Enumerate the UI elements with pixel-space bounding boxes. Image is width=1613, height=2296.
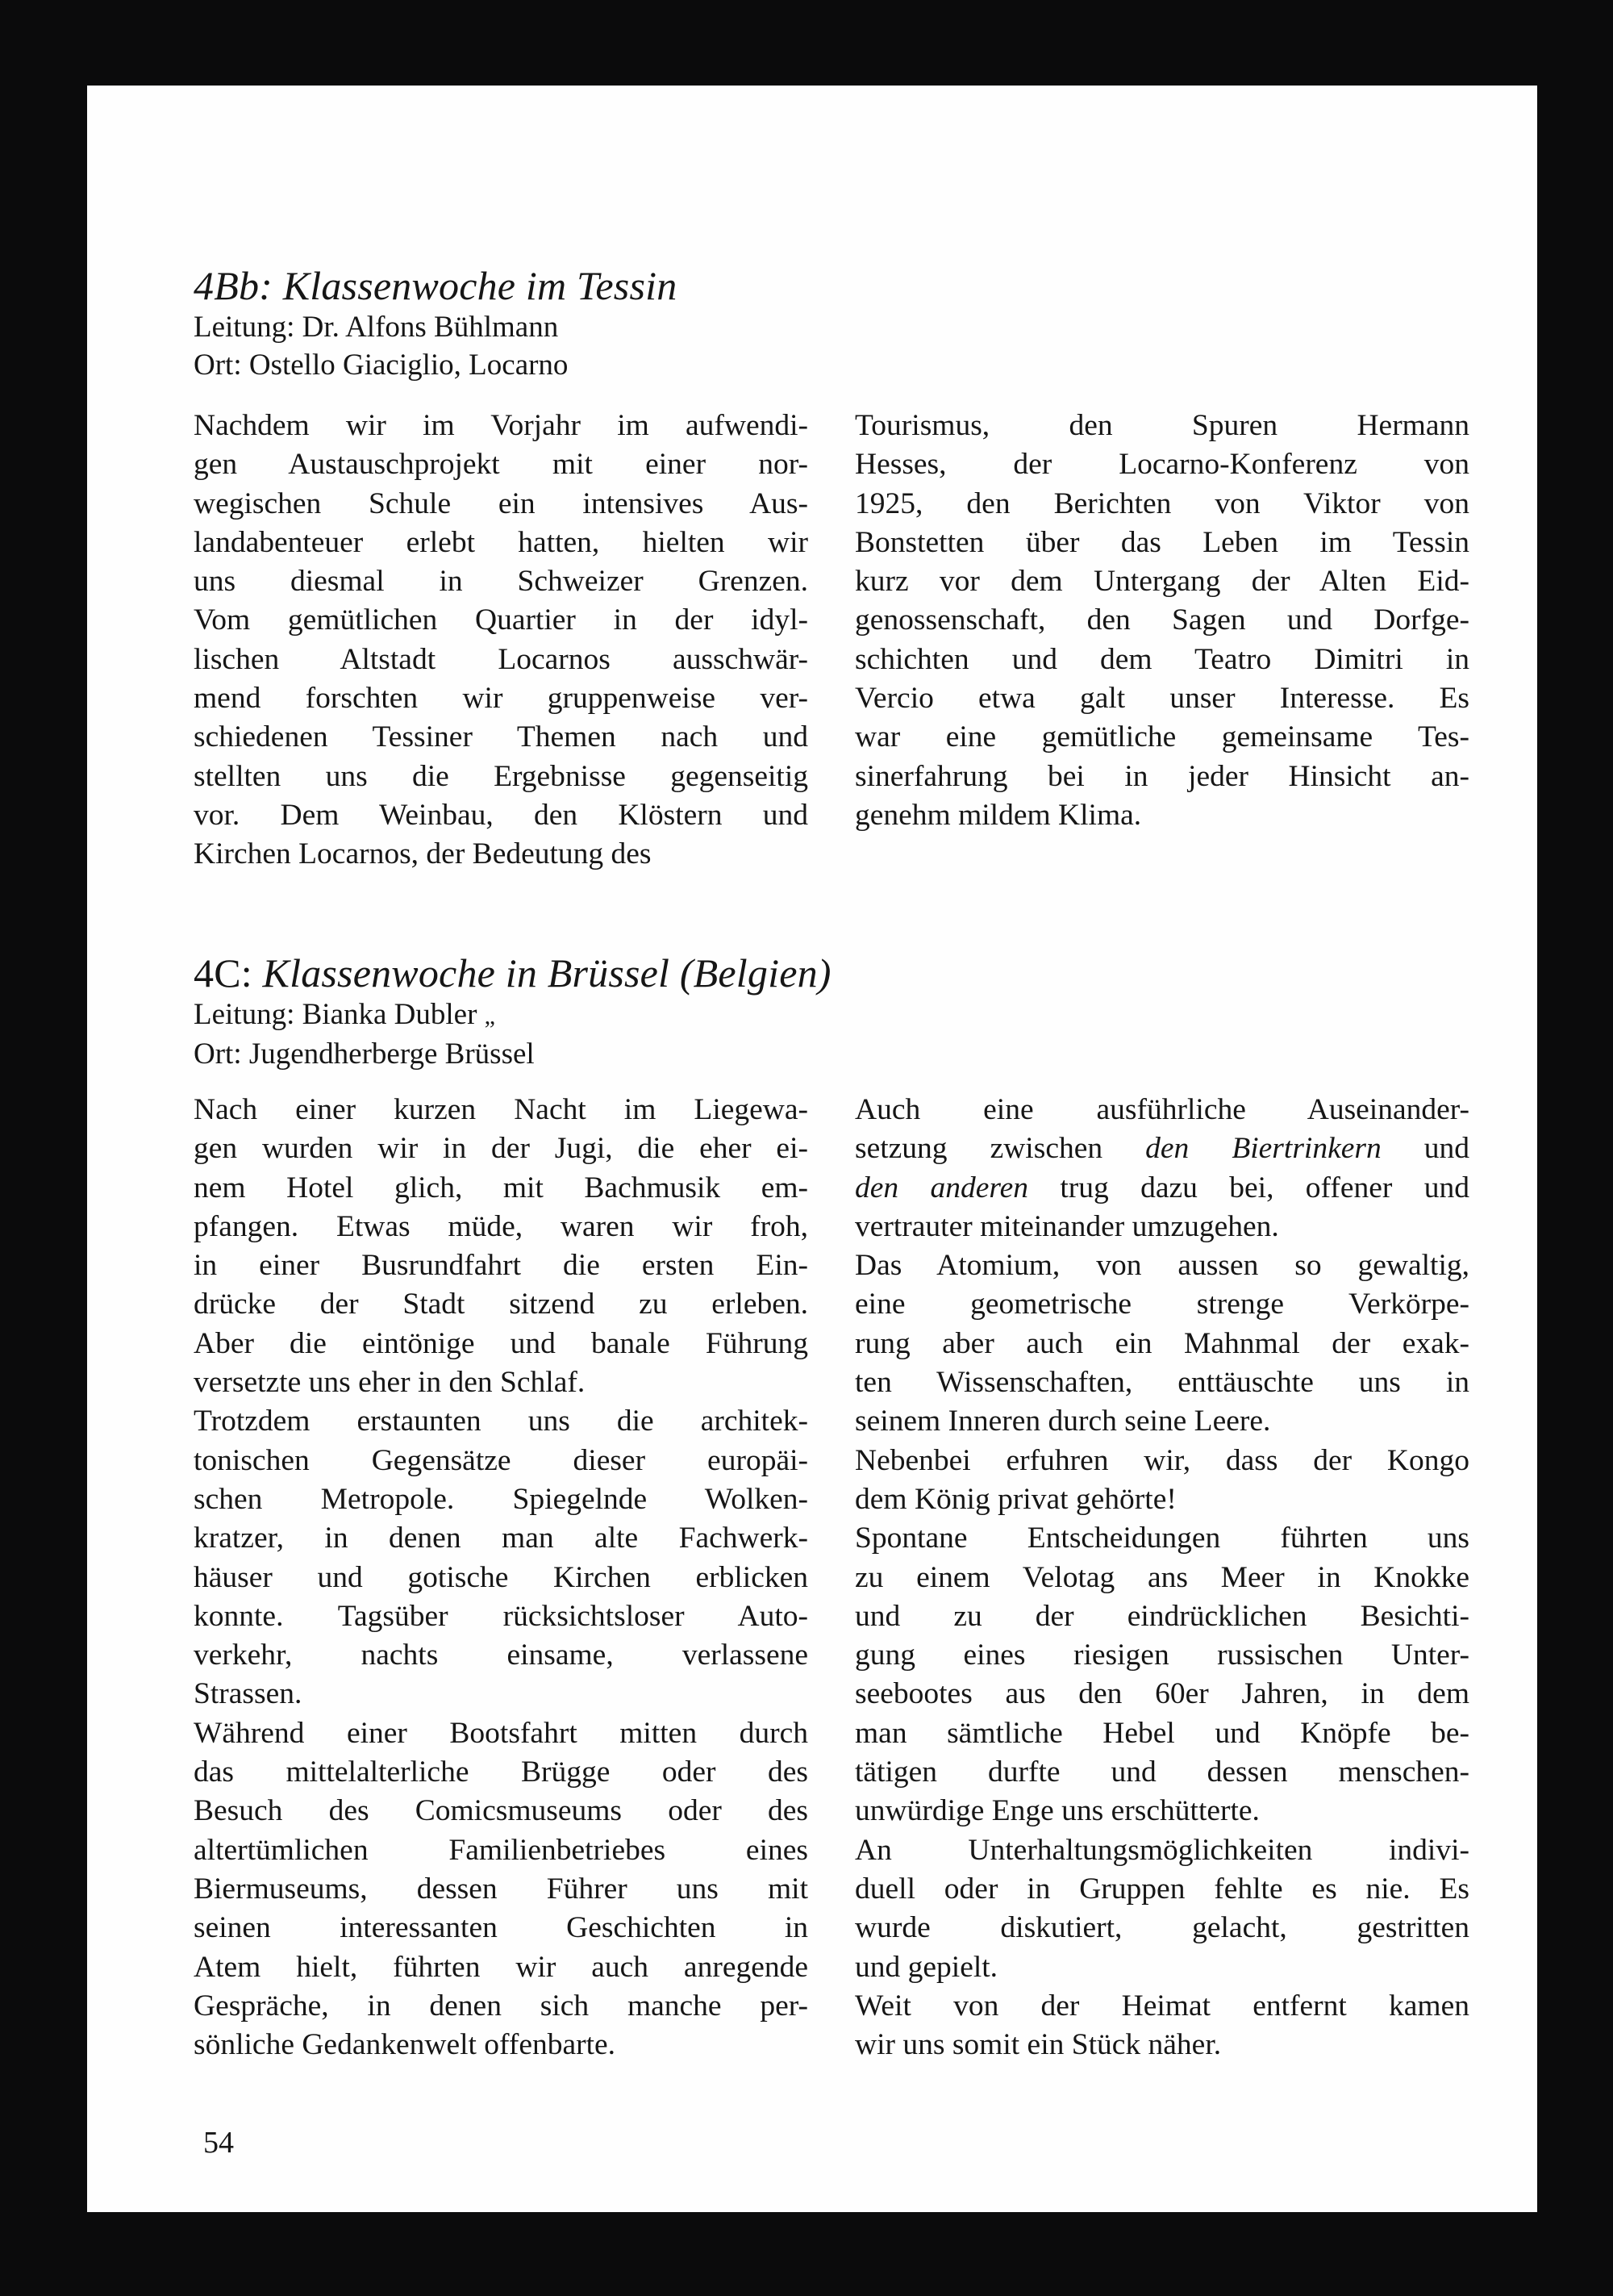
text-line: uns diesmal in Schweizer Grenzen. (194, 565, 808, 599)
text-line: Tourismus, den Spuren Hermann (855, 409, 1469, 442)
emphasis-text: den Biertrinkern (1145, 1132, 1382, 1166)
right-column (855, 1091, 1469, 2064)
text-line: landabenteuer erlebt hatten, hielten wir (194, 525, 808, 559)
text-line: Vercio etwa galt unser Interesse. Es (855, 682, 1469, 716)
text-line: den anderen trug dazu bei, offener und (855, 1171, 1469, 1204)
text-line: man sämtliche Hebel und Knöpfe be- (855, 1716, 1469, 1750)
text-line: Biermuseums, dessen Führer uns mit (194, 1872, 808, 1906)
text-line: Besuch des Comicsmuseums oder des (194, 1794, 808, 1828)
text-line: Strassen. (194, 1677, 302, 1711)
text-line: unwürdige Enge uns erschütterte. (855, 1794, 1260, 1828)
text-line: gung eines riesigen russischen Unter- (855, 1639, 1469, 1672)
document-page (87, 86, 1537, 2212)
text-line: nem Hotel glich, mit Bachmusik em- (194, 1171, 808, 1204)
text-line: gen Austauschprojekt mit einer nor- (194, 448, 808, 482)
text-line: seinen interessanten Geschichten in (194, 1911, 808, 1945)
text-line: Nebenbei erfuhren wir, dass der Kongo (855, 1443, 1469, 1477)
text-line: ten Wissenschaften, enttäuschte uns in (855, 1366, 1469, 1400)
text-line: wir uns somit ein Stück näher. (855, 2028, 1222, 2062)
text-line: dem König privat gehörte! (855, 1482, 1177, 1516)
text-line: Spontane Entscheidungen führten uns (855, 1522, 1469, 1555)
text-line: lischen Altstadt Locarnos ausschwär- (194, 642, 808, 676)
text-line: zu einem Velotag ans Meer in Knokke (855, 1560, 1469, 1594)
text-line: war eine gemütliche gemeinsame Tes- (855, 720, 1469, 754)
text-line: eine geometrische strenge Verkörpe- (855, 1288, 1469, 1321)
text-line: tätigen durfte und dessen menschen- (855, 1755, 1469, 1789)
section-title: Klassenwoche in Brüssel (Belgien) (262, 950, 832, 996)
text-line: verkehr, nachts einsame, verlassene (194, 1639, 808, 1672)
text-line: gen wurden wir in der Jugi, die eher ei- (194, 1132, 808, 1166)
left-column (194, 1091, 808, 2064)
text-line: genehm mildem Klima. (855, 798, 1142, 832)
text-line: vertrauter miteinander umzugehen. (855, 1209, 1279, 1243)
text-line: Atem hielt, führten wir auch anregende (194, 1950, 808, 1984)
section-heading (194, 950, 1469, 996)
text-line: Kirchen Locarnos, der Bedeutung des (194, 837, 652, 871)
text-line: 1925, den Berichten von Viktor von (855, 486, 1469, 520)
text-line: duell oder in Gruppen fehlte es nie. Es (855, 1872, 1469, 1906)
text-line: tonischen Gegensätze dieser europäi- (194, 1443, 808, 1477)
text-line: und gepielt. (855, 1950, 998, 1984)
text-line: in einer Busrundfahrt die ersten Ein- (194, 1249, 808, 1283)
section-code: 4Bb: (194, 263, 273, 308)
text-line: Während einer Bootsfahrt mitten durch (194, 1716, 808, 1750)
leitung-line (194, 996, 1469, 1035)
text-line: Bonstetten über das Leben im Tessin (855, 525, 1469, 559)
text-line: sinerfahrung bei in jeder Hinsicht an- (855, 759, 1469, 793)
text-line: wurde diskutiert, gelacht, gestritten (855, 1911, 1469, 1945)
leitung-text: Leitung: Bianka Dubler (194, 998, 477, 1031)
text-line: vor. Dem Weinbau, den Klöstern und (194, 798, 808, 832)
text-line: seebootes aus den 60er Jahren, in dem (855, 1677, 1469, 1711)
text-line: Weit von der Heimat entfernt kamen (855, 1989, 1469, 2023)
text-line: schichten und dem Teatro Dimitri in (855, 642, 1469, 676)
text-line: Hesses, der Locarno-Konferenz von (855, 448, 1469, 482)
text-line: seinem Inneren durch seine Leere. (855, 1405, 1271, 1438)
text-line: Nach einer kurzen Nacht im Liegewa- (194, 1093, 808, 1126)
emphasis-text: den anderen (855, 1171, 1028, 1204)
text-line: pfangen. Etwas müde, waren wir froh, (194, 1209, 808, 1243)
text-line: kratzer, in denen man alte Fachwerk- (194, 1522, 808, 1555)
text-line: genossenschaft, den Sagen und Dorfge- (855, 603, 1469, 637)
section-heading (194, 263, 1469, 308)
page-number: 54 (203, 2126, 234, 2160)
ort-line: Ort: Jugendherberge Brüssel (194, 1037, 535, 1071)
text-line: Vom gemütlichen Quartier in der idyl- (194, 603, 808, 637)
text-line: rung aber auch ein Mahnmal der exak- (855, 1326, 1469, 1360)
two-column-body (194, 1091, 1469, 2064)
text-line: altertümlichen Familienbetriebes eines (194, 1833, 808, 1867)
section-4bb (194, 263, 1469, 875)
text-line: mend forschten wir gruppenweise ver- (194, 682, 808, 716)
text-line: Trotzdem erstaunten uns die architek- (194, 1405, 808, 1438)
text-line: konnte. Tagsüber rücksichtsloser Auto- (194, 1599, 808, 1633)
text-line: häuser und gotische Kirchen erblicken (194, 1560, 808, 1594)
text-line: versetzte uns eher in den Schlaf. (194, 1366, 586, 1400)
text-line: An Unterhaltungsmöglichkeiten indivi- (855, 1833, 1469, 1867)
text-line: sönliche Gedankenwelt offenbarte. (194, 2028, 616, 2062)
section-title: Klassenwoche im Tessin (282, 263, 677, 308)
section-code: 4C: (194, 950, 252, 996)
text-line: schiedenen Tessiner Themen nach und (194, 720, 808, 754)
text-line: Auch eine ausführliche Auseinander- (855, 1093, 1469, 1126)
text-line: setzung zwischen den Biertrinkern und (855, 1132, 1470, 1166)
section-4c (194, 950, 1469, 2064)
right-column (855, 407, 1469, 875)
text-line: Nachdem wir im Vorjahr im aufwendi- (194, 409, 808, 442)
text-line: stellten uns die Ergebnisse gegenseitig (194, 759, 808, 793)
text-line: Gespräche, in denen sich manche per- (194, 1989, 808, 2023)
text-line: das mittelalterliche Brügge oder des (194, 1755, 808, 1789)
text-line: und zu der eindrücklichen Besichti- (855, 1599, 1469, 1633)
left-column (194, 407, 808, 875)
text-line: Das Atomium, von aussen so gewaltig, (855, 1249, 1469, 1283)
text-line: Aber die eintönige und banale Führung (194, 1326, 808, 1360)
text-line: wegischen Schule ein intensives Aus- (194, 486, 808, 520)
ort-line: Ort: Ostello Giaciglio, Locarno (194, 349, 569, 382)
stray-mark: „ (484, 1003, 495, 1029)
text-line: schen Metropole. Spiegelnde Wolken- (194, 1482, 808, 1516)
text-line: kurz vor dem Untergang der Alten Eid- (855, 565, 1469, 599)
text-line: drücke der Stadt sitzend zu erleben. (194, 1288, 808, 1321)
leitung-line: Leitung: Dr. Alfons Bühlmann (194, 311, 559, 344)
two-column-body (194, 407, 1469, 875)
